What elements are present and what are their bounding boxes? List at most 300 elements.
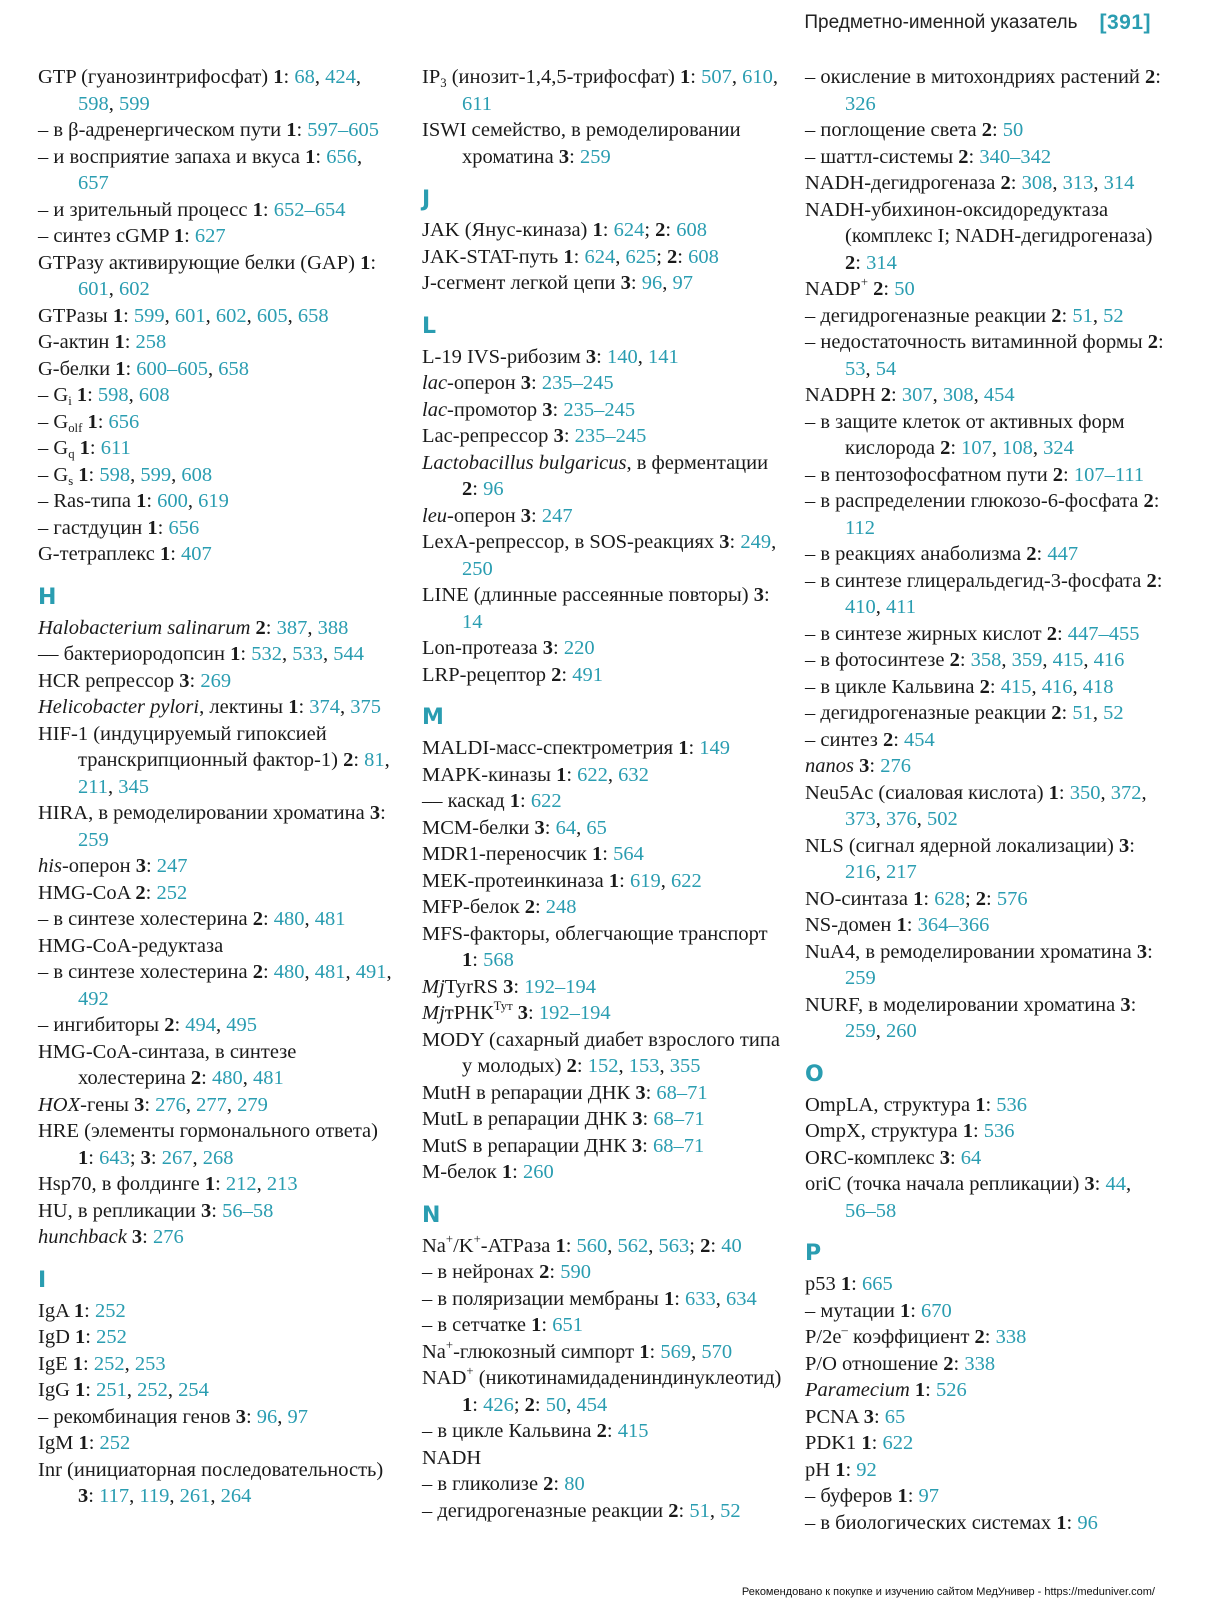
entry-text: 2 bbox=[943, 1352, 954, 1375]
page-ref-link[interactable]: 108 bbox=[1002, 437, 1033, 459]
entry-text: JAK (Янус-киназа) bbox=[422, 219, 593, 241]
page-ref-link[interactable]: 308 bbox=[1021, 172, 1053, 194]
page-ref-link[interactable]: 599 bbox=[119, 92, 150, 115]
page-ref-link[interactable]: 107 bbox=[961, 437, 992, 459]
page-ref-link[interactable]: 619 bbox=[629, 869, 661, 892]
page-ref-link[interactable]: 358 bbox=[970, 649, 1002, 671]
entry-text: 1 bbox=[663, 1287, 675, 1310]
page-ref-link[interactable]: 622 bbox=[577, 763, 608, 786]
page-ref-link[interactable]: 192–194 bbox=[524, 975, 596, 998]
page-ref-link[interactable]: 480 bbox=[211, 1067, 243, 1089]
page-ref-link[interactable]: 40 bbox=[721, 1234, 742, 1257]
page-ref-link[interactable]: 563 bbox=[658, 1234, 690, 1257]
page-ref-link[interactable]: 415 bbox=[1000, 675, 1032, 698]
page-ref-link[interactable]: 608 bbox=[676, 219, 707, 241]
page-ref-link[interactable]: 326 bbox=[845, 92, 876, 115]
page-ref-link[interactable]: 313 bbox=[1062, 172, 1094, 194]
page-ref-link[interactable]: 454 bbox=[576, 1393, 608, 1416]
entry-text: : bbox=[512, 1161, 523, 1183]
entry-text: 2 bbox=[524, 896, 535, 918]
page-ref-link[interactable]: 526 bbox=[935, 1379, 967, 1401]
page-ref-link[interactable]: 97 bbox=[918, 1485, 940, 1507]
page-ref-link[interactable]: 658 bbox=[297, 304, 329, 327]
page-ref-link[interactable]: 345 bbox=[118, 775, 149, 798]
index-entry bbox=[38, 668, 396, 695]
page-ref-link[interactable]: 235–245 bbox=[574, 425, 647, 447]
page-ref-link[interactable]: 276 bbox=[880, 755, 911, 777]
page-ref-link[interactable]: 54 bbox=[875, 357, 897, 380]
entry-text: 2 bbox=[164, 1014, 175, 1036]
entry-text: : bbox=[240, 643, 252, 665]
entry-text: IgD bbox=[38, 1326, 76, 1348]
page-ref-link[interactable]: 251 bbox=[96, 1379, 127, 1401]
page-ref-link[interactable]: 338 bbox=[995, 1326, 1027, 1348]
page-ref-link[interactable]: 350 bbox=[1069, 781, 1101, 804]
page-ref-link[interactable]: 643 bbox=[99, 1146, 130, 1169]
entry-text: ; bbox=[129, 1146, 141, 1169]
page-ref-link[interactable]: 656 bbox=[108, 410, 140, 433]
entry-text: 1 bbox=[230, 643, 241, 665]
entry-text: : bbox=[991, 119, 1003, 141]
page-ref-link[interactable]: 96 bbox=[256, 1405, 278, 1428]
page-ref-link[interactable]: 253 bbox=[134, 1352, 166, 1375]
page-ref-link[interactable]: 53 bbox=[845, 357, 866, 380]
page-ref-link[interactable]: 140 bbox=[606, 345, 638, 368]
page-ref-link[interactable]: 192–194 bbox=[538, 1002, 611, 1024]
index-entry bbox=[805, 1351, 1165, 1378]
entry-text: Paramecium bbox=[805, 1379, 910, 1401]
index-entry bbox=[805, 144, 1165, 171]
page-ref-link[interactable]: 625 bbox=[625, 245, 657, 268]
page-ref-link[interactable]: 254 bbox=[178, 1379, 209, 1401]
page-ref-link[interactable]: 235–245 bbox=[541, 372, 614, 394]
page-ref-link[interactable]: 51 bbox=[1072, 304, 1093, 327]
index-entry bbox=[422, 1339, 784, 1366]
page-ref-link[interactable]: 601 bbox=[174, 304, 206, 327]
entry-text: 1 bbox=[79, 437, 90, 459]
index-entry bbox=[422, 1159, 784, 1186]
page-ref-link[interactable]: 65 bbox=[884, 1405, 906, 1428]
page-ref-link[interactable]: 235–245 bbox=[563, 398, 636, 421]
entry-text: Neu5Ac (сиаловая кислота) bbox=[805, 781, 1049, 804]
page-ref-link[interactable]: 220 bbox=[563, 637, 595, 659]
page-ref-link[interactable]: 656 bbox=[326, 145, 357, 168]
entry-text: 1 bbox=[159, 543, 171, 565]
page-ref-link[interactable]: 387 bbox=[276, 616, 308, 639]
page-ref-link[interactable]: 68–71 bbox=[656, 1081, 708, 1104]
index-entry bbox=[422, 1471, 784, 1498]
page-ref-link[interactable]: 590 bbox=[560, 1261, 591, 1283]
page-ref-link[interactable]: 426 bbox=[483, 1393, 514, 1416]
page-ref-link[interactable]: 92 bbox=[856, 1458, 877, 1481]
page-ref-link[interactable]: 628 bbox=[934, 887, 965, 910]
page-ref-link[interactable]: 249 bbox=[740, 531, 772, 553]
page-ref-link[interactable]: 107–111 bbox=[1073, 463, 1145, 486]
entry-text: 3 bbox=[542, 398, 553, 421]
page-ref-link[interactable]: 576 bbox=[996, 887, 1028, 910]
entry-text: , bbox=[307, 616, 318, 639]
index-column-1 bbox=[38, 64, 396, 1510]
page-ref-link[interactable]: 454 bbox=[983, 384, 1015, 406]
index-entry bbox=[422, 1106, 784, 1133]
page-ref-link[interactable]: 447–455 bbox=[1067, 622, 1140, 645]
entry-text: 2 bbox=[974, 1326, 985, 1348]
page-ref-link[interactable]: 364–366 bbox=[917, 914, 990, 936]
entry-text: : bbox=[541, 1314, 553, 1336]
page-ref-link[interactable]: 494 bbox=[185, 1014, 217, 1036]
page-ref-link[interactable]: 152 bbox=[587, 1055, 619, 1077]
index-entry bbox=[38, 515, 396, 542]
page-ref-link[interactable]: 622 bbox=[670, 869, 702, 892]
page-ref-link[interactable]: 376 bbox=[886, 808, 917, 830]
entry-text: – мутации bbox=[805, 1299, 900, 1322]
page-ref-link[interactable]: 96 bbox=[641, 272, 663, 294]
page-ref-link[interactable]: 65 bbox=[586, 816, 607, 839]
page-ref-link[interactable]: 622 bbox=[882, 1432, 914, 1454]
entry-text: – дегидрогеназные реакции bbox=[805, 304, 1052, 327]
page-ref-link[interactable]: 359 bbox=[1011, 649, 1043, 671]
index-entry bbox=[805, 197, 1165, 277]
page-ref-link[interactable]: 670 bbox=[921, 1299, 952, 1322]
page-ref-link[interactable]: 375 bbox=[350, 696, 382, 718]
page-ref-link[interactable]: 410 bbox=[845, 596, 876, 618]
index-entry bbox=[38, 1039, 396, 1092]
page-ref-link[interactable]: 658 bbox=[218, 357, 250, 380]
entry-text: 1 bbox=[592, 219, 603, 241]
entry-text: ; bbox=[964, 887, 976, 910]
page-ref-link[interactable]: 507 bbox=[701, 66, 732, 88]
entry-text: , bbox=[875, 596, 886, 618]
entry-text: NADPH bbox=[805, 384, 881, 406]
index-entry bbox=[422, 1233, 784, 1260]
entry-text: leu bbox=[422, 504, 448, 527]
page-ref-link[interactable]: 624 bbox=[613, 219, 645, 241]
page-ref-link[interactable]: 96 bbox=[1077, 1511, 1098, 1534]
page-ref-link[interactable]: 213 bbox=[266, 1173, 298, 1195]
page-ref-link[interactable]: 634 bbox=[726, 1287, 757, 1310]
page-ref-link[interactable]: 608 bbox=[688, 245, 719, 268]
page-ref-link[interactable]: 264 bbox=[220, 1485, 252, 1507]
page-ref-link[interactable]: 418 bbox=[1082, 675, 1114, 698]
page-ref-link[interactable]: 602 bbox=[119, 278, 150, 300]
page-ref-link[interactable]: 324 bbox=[1043, 437, 1074, 459]
page-ref-link[interactable]: 605 bbox=[256, 304, 288, 327]
page-ref-link[interactable]: 52 bbox=[1103, 702, 1124, 724]
page-ref-link[interactable]: 259 bbox=[845, 1020, 876, 1042]
entry-text: Тут bbox=[493, 999, 513, 1014]
page-ref-link[interactable]: 51 bbox=[1072, 702, 1093, 724]
entry-text: : bbox=[534, 896, 546, 918]
entry-text: : bbox=[1010, 172, 1022, 194]
page-ref-link[interactable]: 601 bbox=[78, 278, 109, 300]
page-ref-link[interactable]: 68–71 bbox=[652, 1134, 705, 1157]
page-ref-link[interactable]: 252 bbox=[94, 1299, 126, 1322]
page-ref-link[interactable]: 536 bbox=[983, 1120, 1015, 1142]
page-ref-link[interactable]: 608 bbox=[138, 384, 170, 406]
page-ref-link[interactable]: 481 bbox=[314, 908, 346, 930]
entry-text: : bbox=[88, 1432, 100, 1454]
page-ref-link[interactable]: 216 bbox=[845, 861, 876, 883]
page-ref-link[interactable]: 355 bbox=[669, 1055, 701, 1077]
page-ref-link[interactable]: 536 bbox=[996, 1093, 1028, 1116]
page-ref-link[interactable]: 258 bbox=[135, 331, 167, 353]
index-column-2 bbox=[422, 64, 787, 1524]
page-ref-link[interactable]: 492 bbox=[78, 987, 109, 1010]
page-ref-link[interactable]: 52 bbox=[720, 1499, 741, 1522]
page-ref-link[interactable]: 611 bbox=[462, 92, 492, 115]
page-ref-link[interactable]: 491 bbox=[355, 961, 387, 983]
page-ref-link[interactable]: 276 bbox=[153, 1226, 184, 1248]
entry-text: – G bbox=[38, 410, 69, 433]
page-ref-link[interactable]: 481 bbox=[252, 1067, 284, 1089]
page-ref-link[interactable]: 260 bbox=[522, 1161, 554, 1183]
page-ref-link[interactable]: 657 bbox=[78, 172, 109, 194]
page-ref-link[interactable]: 269 bbox=[200, 669, 232, 692]
entry-text: 1 bbox=[462, 949, 473, 971]
index-entry bbox=[422, 1080, 784, 1107]
page-ref-link[interactable]: 532 bbox=[251, 643, 282, 665]
entry-text: 2 bbox=[1052, 463, 1064, 486]
entry-text: 3 bbox=[620, 272, 631, 294]
entry-text: , bbox=[124, 1352, 135, 1375]
entry-text: 2 bbox=[949, 649, 960, 671]
page-ref-link[interactable]: 407 bbox=[181, 543, 212, 565]
page-ref-link[interactable]: 619 bbox=[198, 490, 229, 512]
entry-text: 3 bbox=[1118, 834, 1130, 857]
page-ref-link[interactable]: 599 bbox=[140, 463, 172, 486]
index-entry bbox=[422, 217, 784, 244]
page-ref-link[interactable]: 627 bbox=[194, 225, 226, 247]
index-entry bbox=[805, 1298, 1165, 1325]
entry-text: + bbox=[473, 1231, 481, 1246]
page-ref-link[interactable]: 252 bbox=[93, 1352, 125, 1375]
entry-text: HMG-CoA-синтаза, в синтезе холестерина bbox=[38, 1040, 302, 1089]
page-ref-link[interactable]: 68 bbox=[294, 66, 315, 88]
page-ref-link[interactable]: 68–71 bbox=[653, 1108, 705, 1130]
page-ref-link[interactable]: 112 bbox=[845, 516, 875, 539]
page-ref-link[interactable]: 665 bbox=[861, 1273, 893, 1295]
entry-text: – гастдуцин bbox=[38, 516, 148, 539]
page-ref-link[interactable]: 307 bbox=[901, 384, 933, 406]
page-ref-link[interactable]: 602 bbox=[215, 304, 247, 327]
entry-text: : bbox=[1156, 569, 1168, 592]
index-entry bbox=[805, 409, 1165, 462]
page-ref-link[interactable]: 502 bbox=[927, 808, 958, 830]
page-ref-link[interactable]: 52 bbox=[1103, 304, 1124, 327]
entry-text: , bbox=[566, 1393, 577, 1416]
page-ref-link[interactable]: 268 bbox=[202, 1146, 234, 1169]
page-ref-link[interactable]: 252 bbox=[156, 881, 188, 904]
page-ref-link[interactable]: 314 bbox=[1103, 172, 1135, 194]
page-ref-link[interactable]: 622 bbox=[530, 790, 562, 812]
page-ref-link[interactable]: 424 bbox=[325, 66, 356, 88]
page-ref-link[interactable]: 340–342 bbox=[979, 145, 1052, 168]
page-ref-link[interactable]: 597–605 bbox=[307, 119, 380, 141]
index-entry bbox=[805, 488, 1165, 541]
entry-text: , bbox=[916, 808, 927, 830]
page-ref-link[interactable]: 14 bbox=[462, 610, 483, 633]
index-entry bbox=[422, 582, 784, 635]
page-ref-link[interactable]: 652–654 bbox=[273, 198, 346, 221]
page-ref-link[interactable]: 279 bbox=[237, 1093, 268, 1116]
entry-text: 2 bbox=[1000, 172, 1011, 194]
page-ref-link[interactable]: 651 bbox=[552, 1314, 583, 1336]
index-entry bbox=[422, 894, 784, 921]
page-ref-link[interactable]: 600 bbox=[157, 490, 188, 512]
page-ref-link[interactable]: 608 bbox=[181, 463, 213, 486]
page-ref-link[interactable]: 50 bbox=[545, 1393, 567, 1416]
page-ref-link[interactable]: 141 bbox=[647, 345, 679, 368]
section-letter bbox=[422, 183, 784, 217]
entry-text: : bbox=[972, 1120, 984, 1142]
page-ref-link[interactable]: 481 bbox=[314, 961, 346, 983]
page-ref-link[interactable]: 416 bbox=[1041, 675, 1073, 698]
entry-text: nanos bbox=[805, 755, 854, 777]
index-entry bbox=[38, 1298, 396, 1325]
page-ref-link[interactable]: 96 bbox=[483, 478, 504, 500]
page-ref-link[interactable]: 374 bbox=[309, 696, 341, 718]
page-ref-link[interactable]: 97 bbox=[287, 1405, 309, 1428]
entry-text: : bbox=[573, 245, 585, 268]
entry-text: – в цикле Кальвина bbox=[422, 1420, 597, 1442]
entry-text: , bbox=[991, 437, 1003, 459]
page-ref-link[interactable]: 259 bbox=[579, 145, 611, 168]
page-ref-link[interactable]: 247 bbox=[156, 855, 188, 877]
page-ref-link[interactable]: 624 bbox=[584, 245, 616, 268]
entry-text: : bbox=[472, 949, 484, 971]
entry-text: G-актин bbox=[38, 331, 115, 353]
page-ref-link[interactable]: 491 bbox=[572, 663, 603, 686]
page-ref-link[interactable]: 308 bbox=[942, 384, 974, 406]
page-ref-link[interactable]: 212 bbox=[225, 1173, 257, 1195]
page-ref-link[interactable]: 447 bbox=[1047, 543, 1079, 565]
entry-text: : bbox=[174, 1014, 186, 1036]
page-ref-link[interactable]: 598 bbox=[78, 92, 109, 115]
page-ref-link[interactable]: 480 bbox=[273, 908, 305, 930]
page-ref-link[interactable]: 633 bbox=[685, 1287, 716, 1310]
page-ref-link[interactable]: 656 bbox=[168, 516, 200, 539]
entry-text: MALDI-масс-спектрометрия bbox=[422, 737, 679, 759]
page-ref-link[interactable]: 598 bbox=[97, 384, 129, 406]
page-ref-link[interactable]: 314 bbox=[866, 251, 897, 274]
entry-text: : bbox=[566, 763, 578, 786]
index-entry bbox=[38, 1198, 396, 1225]
page-ref-link[interactable]: 564 bbox=[613, 843, 644, 865]
page-ref-link[interactable]: 51 bbox=[689, 1499, 710, 1522]
page-ref-link[interactable]: 611 bbox=[100, 437, 131, 459]
page-ref-link[interactable]: 568 bbox=[483, 949, 514, 971]
page-ref-link[interactable]: 259 bbox=[845, 967, 876, 989]
page-ref-link[interactable]: 64 bbox=[555, 816, 577, 839]
page-ref-link[interactable]: 411 bbox=[886, 596, 916, 618]
page-ref-link[interactable]: 50 bbox=[1002, 119, 1024, 141]
entry-text: , bbox=[1042, 649, 1053, 671]
entry-text: 1 bbox=[501, 1161, 513, 1183]
page-ref-link[interactable]: 247 bbox=[541, 504, 573, 527]
entry-text: – в синтезе холестерина bbox=[38, 908, 253, 930]
page-ref-link[interactable]: 569 bbox=[660, 1340, 692, 1363]
page-ref-link[interactable]: 495 bbox=[226, 1014, 258, 1036]
entry-text: , bbox=[771, 531, 782, 553]
page-ref-link[interactable]: 217 bbox=[886, 861, 917, 883]
page-ref-link[interactable]: 544 bbox=[333, 643, 364, 665]
page-ref-link[interactable]: 338 bbox=[964, 1352, 996, 1375]
page-ref-link[interactable]: 64 bbox=[960, 1146, 982, 1169]
page-ref-link[interactable]: 599 bbox=[133, 304, 165, 327]
entry-text: , bbox=[691, 1340, 702, 1363]
page-ref-link[interactable]: 250 bbox=[462, 557, 493, 580]
entry-text: 2 bbox=[979, 675, 990, 698]
entry-text: Halobacterium salinarum bbox=[38, 616, 251, 639]
page-ref-link[interactable]: 211 bbox=[78, 775, 108, 798]
entry-text: , bbox=[322, 643, 334, 665]
page-ref-link[interactable]: 119 bbox=[139, 1485, 170, 1507]
entry-text: -ATPаза bbox=[480, 1234, 556, 1257]
entry-text: , bbox=[187, 490, 199, 512]
entry-text: : bbox=[201, 1067, 212, 1089]
page-ref-link[interactable]: 598 bbox=[99, 463, 131, 486]
page-ref-link[interactable]: 454 bbox=[904, 728, 935, 751]
entry-text: IP bbox=[422, 66, 441, 88]
page-ref-link[interactable]: 149 bbox=[699, 737, 731, 759]
page-ref-link[interactable]: 252 bbox=[96, 1326, 127, 1348]
page-ref-link[interactable]: 610 bbox=[742, 66, 773, 88]
page-ref-link[interactable]: 480 bbox=[273, 961, 305, 983]
page-ref-link[interactable]: 276 bbox=[155, 1093, 186, 1116]
entry-text: MFP-белок bbox=[422, 896, 525, 918]
page-ref-link[interactable]: 533 bbox=[292, 643, 323, 665]
page-ref-link[interactable]: 570 bbox=[701, 1340, 733, 1363]
page-ref-link[interactable]: 248 bbox=[545, 896, 577, 918]
page-ref-link[interactable]: 44 bbox=[1105, 1173, 1126, 1195]
page-ref-link[interactable]: 56–58 bbox=[845, 1199, 897, 1222]
page-ref-link[interactable]: 372 bbox=[1110, 781, 1142, 804]
page-ref-link[interactable]: 267 bbox=[161, 1146, 193, 1169]
page-ref-link[interactable]: 600–605 bbox=[136, 357, 209, 380]
entry-text: , bbox=[607, 1234, 618, 1257]
page-ref-link[interactable]: 415 bbox=[617, 1420, 649, 1442]
index-entry bbox=[805, 1145, 1165, 1172]
page-ref-link[interactable]: 50 bbox=[894, 278, 915, 300]
entry-text: p53 bbox=[805, 1273, 841, 1295]
index-entry bbox=[38, 356, 396, 383]
entry-text: q bbox=[68, 446, 75, 461]
page-ref-link[interactable]: 632 bbox=[618, 763, 649, 786]
page-ref-link[interactable]: 252 bbox=[99, 1432, 131, 1454]
page-ref-link[interactable]: 415 bbox=[1052, 649, 1084, 671]
page-ref-link[interactable]: 560 bbox=[576, 1234, 608, 1257]
page-ref-link[interactable]: 388 bbox=[317, 616, 349, 639]
page-ref-link[interactable]: 153 bbox=[628, 1055, 660, 1077]
page-ref-link[interactable]: 260 bbox=[886, 1020, 917, 1042]
entry-text: , bbox=[1072, 675, 1083, 698]
page-ref-link[interactable]: 97 bbox=[672, 272, 693, 294]
page-ref-link[interactable]: 277 bbox=[196, 1093, 227, 1116]
page-ref-link[interactable]: 373 bbox=[845, 808, 876, 830]
entry-text: : bbox=[729, 531, 741, 553]
page-ref-link[interactable]: 259 bbox=[78, 828, 109, 851]
page-ref-link[interactable]: 80 bbox=[564, 1473, 585, 1495]
page-ref-link[interactable]: 56–58 bbox=[222, 1199, 274, 1222]
page-ref-link[interactable]: 117 bbox=[99, 1485, 130, 1507]
index-entry bbox=[805, 1377, 1165, 1404]
page-ref-link[interactable]: 252 bbox=[137, 1379, 168, 1401]
page-ref-link[interactable]: 261 bbox=[179, 1485, 211, 1507]
entry-text: : bbox=[1153, 490, 1165, 512]
page-ref-link[interactable]: 81 bbox=[364, 749, 385, 771]
page-ref-link[interactable]: 562 bbox=[617, 1234, 649, 1257]
page-ref-link[interactable]: 416 bbox=[1093, 649, 1125, 671]
